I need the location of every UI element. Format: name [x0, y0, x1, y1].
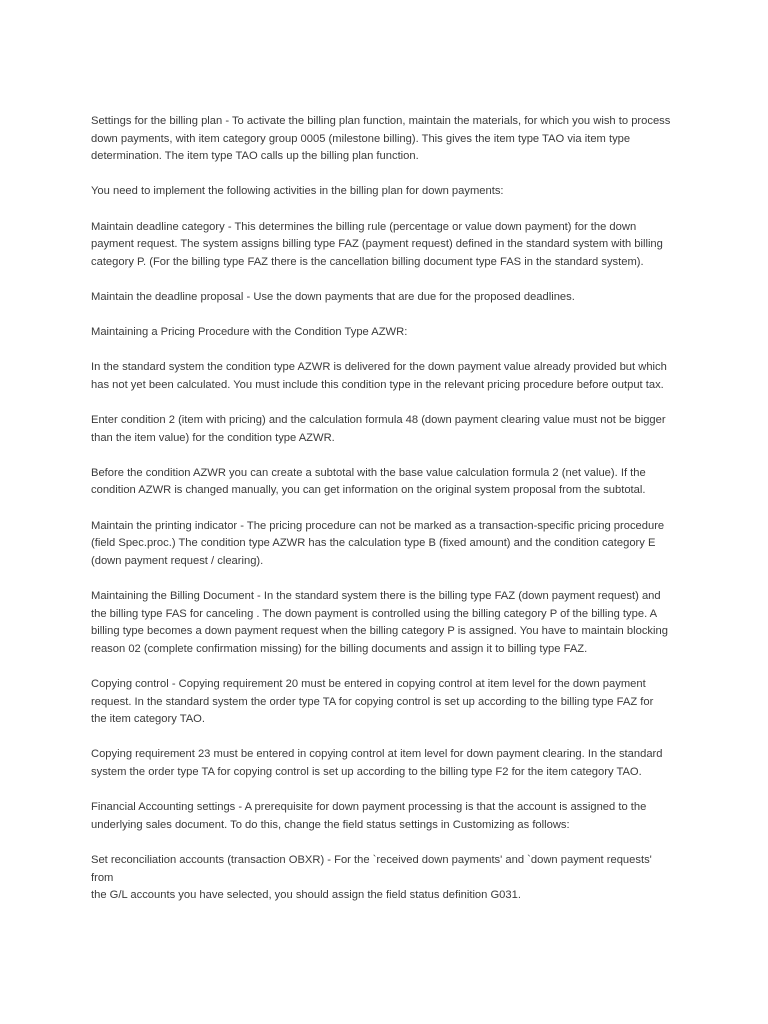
paragraph-subtotal: Before the condition AZWR you can create a subtotal with the base value calculation formula 2 (net value). If the condition AZWR is changed manually, you can get information on the original system proposal from the subtotal.	[91, 466, 646, 497]
paragraph-activities-intro: You need to implement the following activities in the billing plan for down payments:	[91, 185, 504, 198]
document-page	[91, 113, 691, 922]
paragraph-deadline-category: Maintain deadline category - This determines the billing rule (percentage or value down payment) for the down payment request. The system assigns billing type FAZ (payment request) defined in the standard system with billing category P. (For the billing type FAZ there is the cancellation billing document type FAS in the standard system).	[91, 220, 663, 268]
paragraph-billing-document: Maintaining the Billing Document - In the standard system there is the billing type FAZ (down payment request) and the billing type FAS for canceling . The down payment is controlled using the billing category P of the billing type. A billing type becomes a down payment request when the billing category P is assigned. You have to maintain blocking reason 02 (complete confirmation missing) for the billing documents and assign it to billing type FAZ.	[91, 590, 668, 655]
paragraph-pricing-procedure-heading: Maintaining a Pricing Procedure with the Condition Type AZWR:	[91, 326, 408, 339]
paragraph-condition-type-azwr: In the standard system the condition type AZWR is delivered for the down payment value already provided but which has not yet been calculated. You must include this condition type in the relevant pricing procedure before output tax.	[91, 361, 667, 391]
paragraph-enter-condition: Enter condition 2 (item with pricing) and the calculation formula 48 (down payment clearing value must not be bigger than the item value) for the condition type AZWR.	[91, 414, 666, 444]
paragraph-deadline-proposal: Maintain the deadline proposal - Use the down payments that are due for the proposed deadlines.	[91, 290, 575, 303]
paragraph-billing-plan-settings: Settings for the billing plan - To activate the billing plan function, maintain the materials, for which you wish to process down payments, with item category group 0005 (milestone billing). This gives the item type TAO via item type determination. The item type TAO calls up the billing plan function.	[91, 115, 671, 163]
paragraph-reconciliation-accounts: Set reconciliation accounts (transaction OBXR) - For the `received down payments' and `down payment requests' from the G/L accounts you have selected, you should assign the field status definition G031.	[91, 853, 652, 902]
paragraph-printing-indicator: Maintain the printing indicator - The pricing procedure can not be marked as a transaction-specific pricing procedure (field Spec.proc.) The condition type AZWR has the calculation type B (fixed amount) and the condition category E (down payment request / clearing).	[91, 519, 665, 567]
paragraph-copying-control: Copying control - Copying requirement 20 must be entered in copying control at item level for the down payment request. In the standard system the order type TA for copying control is set up according to the billing type FAZ for the item category TAO.	[91, 678, 654, 726]
paragraph-financial-accounting: Financial Accounting settings - A prerequisite for down payment processing is that the account is assigned to the underlying sales document. To do this, change the field status settings in Customizing as follows:	[91, 801, 647, 831]
paragraph-copying-requirement-23: Copying requirement 23 must be entered in copying control at item level for down payment clearing. In the standard system the order type TA for copying control is set up according to the billing type F2 for the item category TAO.	[91, 748, 663, 778]
